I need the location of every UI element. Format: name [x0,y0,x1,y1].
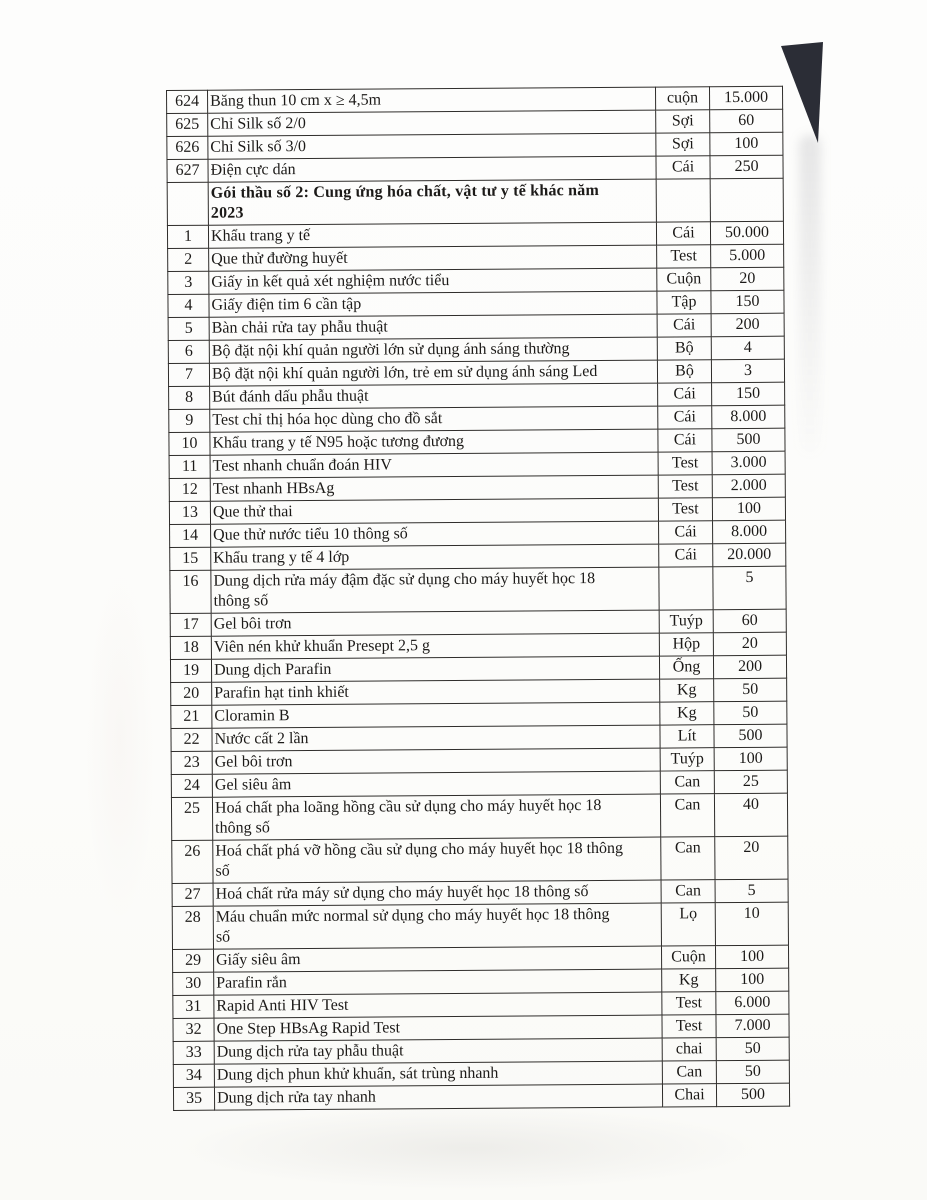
row-quantity: 100 [714,747,787,771]
row-name: Bộ đặt nội khí quản người lớn sử dụng ánh sáng thường [209,337,657,363]
row-unit: Test [658,475,712,498]
row-number: 1 [167,225,208,248]
row-name: Khẩu trang y tế N95 hoặc tương đương [210,429,658,455]
row-unit: Test [658,498,712,521]
row-unit: Test [657,245,711,268]
row-quantity: 5.000 [711,244,784,268]
row-unit: cuộn [655,87,709,110]
row-name: Que thử thai [210,498,658,524]
row-quantity: 100 [712,497,785,521]
row-name: Dung dịch rửa tay phẫu thuật [214,1038,662,1064]
row-name: Nước cất 2 lần [212,725,660,751]
table-row [170,566,786,613]
row-quantity: 6.000 [716,991,789,1015]
row-name: Que thử nước tiểu 10 thông số [211,521,659,547]
row-number: 22 [171,728,212,751]
row-name: Viên nén khử khuẩn Presept 2,5 g [211,633,659,659]
row-quantity: 5 [713,566,786,610]
row-quantity: 50.000 [710,221,783,245]
row-name: Test nhanh HBsAg [210,475,658,501]
row-number: 9 [169,409,210,432]
row-number: 32 [173,1018,214,1041]
row-name: Gel siêu âm [212,771,660,797]
row-unit: Can [661,880,715,903]
row-quantity: 20 [713,632,786,656]
row-unit: Chai [662,1084,716,1107]
row-name: Dung dịch rửa tay nhanh [214,1084,662,1110]
row-unit: Kg [660,702,714,725]
row-unit: Lít [660,725,714,748]
row-name: Hoá chất pha loãng hồng cầu sử dụng cho máy huyết học 18 thông số [212,794,660,840]
row-number: 27 [172,883,213,906]
supply-table-wrapper [166,86,789,1111]
row-name: Hoá chất phá vỡ hồng cầu sử dụng cho máy huyết học 18 thông số [213,837,661,883]
row-unit: Lọ [661,903,715,946]
row-quantity: 60 [710,109,783,133]
row-number: 25 [171,797,212,840]
row-number: 21 [171,705,212,728]
row-number: 33 [173,1041,214,1064]
row-quantity: 20.000 [713,543,786,567]
table-row [173,1083,789,1110]
row-name: Test chỉ thị hóa học dùng cho đồ sắt [210,406,658,432]
corner-triangle-shape [781,42,823,143]
row-number: 16 [170,570,211,613]
row-number: 5 [168,317,209,340]
row-quantity: 500 [714,724,787,748]
row-name: Bút đánh dấu phẫu thuật [210,383,658,409]
row-number [167,182,208,225]
row-name: Test nhanh chuẩn đoán HIV [210,452,658,478]
row-unit: Kg [660,679,714,702]
row-number: 626 [167,136,208,159]
row-unit: Cuộn [661,946,715,969]
row-unit: Cái [656,156,710,179]
row-unit: Tập [657,291,711,314]
row-quantity: 8.000 [712,405,785,429]
row-quantity: 10 [715,902,788,946]
row-quantity: 50 [714,678,787,702]
row-name: Giấy siêu âm [213,946,661,972]
row-number: 15 [170,547,211,570]
row-unit: Hộp [659,633,713,656]
row-unit: Sợi [656,133,710,156]
row-number: 14 [170,524,211,547]
row-number: 627 [167,159,208,182]
row-name: Máu chuẩn mức normal sử dụng cho máy huyết học 18 thông số [213,903,661,949]
row-unit: Test [662,1015,716,1038]
row-quantity: 50 [716,1060,789,1084]
row-number: 26 [172,840,213,883]
row-unit: Cuộn [657,268,711,291]
row-unit: chai [662,1038,716,1061]
row-unit: Cái [659,521,713,544]
row-name: Hoá chất rửa máy sử dụng cho máy huyết học 18 thông số [213,880,661,906]
row-unit: Cái [658,406,712,429]
row-name: Dung dịch Parafin [211,656,659,682]
row-name: Chỉ Silk số 2/0 [208,110,656,136]
row-name: Gel bôi trơn [211,610,659,636]
row-quantity: 7.000 [716,1014,789,1038]
row-number: 19 [170,659,211,682]
row-number: 4 [168,294,209,317]
row-quantity: 200 [713,655,786,679]
table-body [167,86,790,1110]
row-number: 31 [173,995,214,1018]
row-number: 18 [170,636,211,659]
table-row [172,836,788,883]
row-number: 34 [173,1064,214,1087]
row-unit [659,567,713,610]
row-number: 624 [167,90,208,113]
row-quantity: 100 [716,968,789,992]
row-quantity: 200 [711,313,784,337]
row-unit: Ống [659,656,713,679]
row-quantity: 40 [714,793,787,837]
row-quantity: 100 [715,945,788,969]
row-number: 8 [169,386,210,409]
row-number: 7 [168,363,209,386]
row-unit: Tuýp [660,748,714,771]
row-quantity: 150 [711,290,784,314]
row-name: Dung dịch rửa máy đậm đặc sử dụng cho máy huyết học 18 thông số [211,567,659,613]
row-name: Parafin hạt tinh khiết [212,679,660,705]
row-number: 35 [173,1087,214,1110]
row-quantity [710,178,783,222]
row-quantity: 8.000 [713,520,786,544]
row-quantity: 20 [715,836,788,880]
row-quantity: 100 [710,132,783,156]
row-unit: Can [660,794,714,837]
row-number: 3 [168,271,209,294]
row-number: 6 [168,340,209,363]
row-quantity: 500 [716,1083,789,1107]
row-unit: Bộ [657,337,711,360]
row-unit: Bộ [657,360,711,383]
row-number: 29 [173,949,214,972]
row-quantity: 50 [714,701,787,725]
row-unit: Test [658,452,712,475]
row-unit: Cái [658,429,712,452]
row-number: 13 [169,501,210,524]
row-name: Que thử đường huyết [209,245,657,271]
row-quantity: 4 [711,336,784,360]
row-unit: Cái [658,383,712,406]
row-unit: Cái [656,222,710,245]
supply-table [166,86,790,1111]
row-unit: Cái [657,314,711,337]
row-quantity: 25 [714,770,787,794]
row-quantity: 50 [716,1037,789,1061]
row-unit: Can [662,1061,716,1084]
row-name: Bộ đặt nội khí quản người lớn, trẻ em sử dụng ánh sáng Led [209,360,657,386]
row-quantity: 2.000 [712,474,785,498]
row-number: 2 [168,248,209,271]
row-number: 28 [172,906,213,949]
row-unit: Can [660,771,714,794]
row-name: Giấy in kết quả xét nghiệm nước tiểu [209,268,657,294]
row-number: 23 [171,751,212,774]
row-unit: Kg [662,969,716,992]
row-name: Dung dịch phun khử khuẩn, sát trùng nhanh [214,1061,662,1087]
row-number: 11 [169,455,210,478]
row-number: 30 [173,972,214,995]
row-unit: Can [661,837,715,880]
row-name: One Step HBsAg Rapid Test [214,1015,662,1041]
row-quantity: 20 [711,267,784,291]
row-unit: Sợi [656,110,710,133]
row-number: 20 [171,682,212,705]
scan-streak [799,135,821,455]
row-quantity: 3 [711,359,784,383]
row-name: Khẩu trang y tế [208,222,656,248]
row-name: Giấy điện tim 6 cần tập [209,291,657,317]
row-quantity: 500 [712,428,785,452]
row-number: 625 [167,113,208,136]
row-number: 24 [171,774,212,797]
row-name: Băng thun 10 cm x ≥ 4,5m [208,87,656,113]
table-row [172,902,788,949]
table-row [167,178,783,225]
row-unit: Cái [659,544,713,567]
row-name: Chỉ Silk số 3/0 [208,133,656,159]
row-unit: Tuýp [659,610,713,633]
row-quantity: 250 [710,155,783,179]
row-number: 17 [170,613,211,636]
row-name: Khẩu trang y tế 4 lớp [211,544,659,570]
row-quantity: 3.000 [712,451,785,475]
row-quantity: 150 [712,382,785,406]
row-quantity: 15.000 [709,86,782,110]
table-row [171,793,787,840]
row-number: 10 [169,432,210,455]
row-quantity: 60 [713,609,786,633]
row-name: Rapid Anti HIV Test [214,992,662,1018]
row-number: 12 [169,478,210,501]
row-name: Gel bôi trơn [212,748,660,774]
row-name: Điện cực dán [208,156,656,182]
row-name: Gói thầu số 2: Cung ứng hóa chất, vật tư y tế khác năm 2023 [208,179,656,225]
row-name: Bàn chải rửa tay phẫu thuật [209,314,657,340]
row-name: Parafin rắn [214,969,662,995]
row-quantity: 5 [715,879,788,903]
row-unit [656,179,710,222]
row-unit: Test [662,992,716,1015]
row-name: Cloramin B [212,702,660,728]
